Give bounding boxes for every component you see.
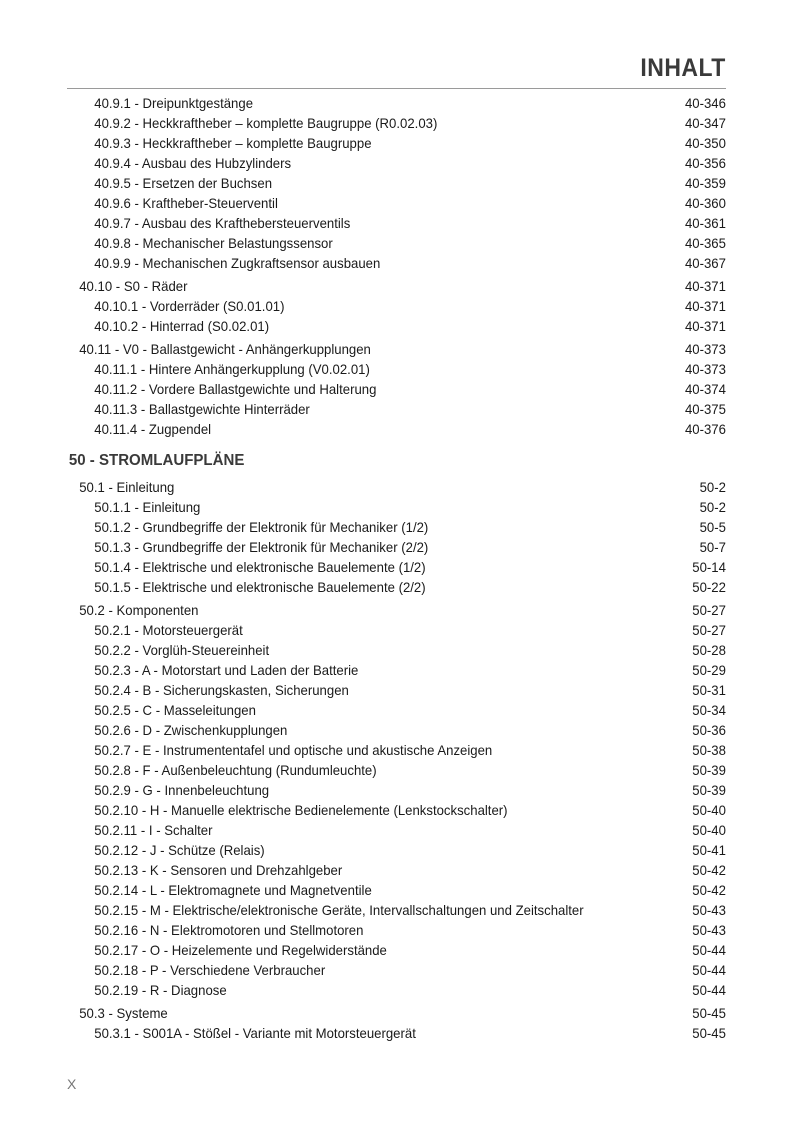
toc-entry-page: 50-43 (692, 922, 726, 938)
toc-entry-page: 50-5 (699, 519, 726, 535)
toc-entry[interactable] (67, 620, 726, 640)
toc-entry-page: 40-376 (684, 421, 726, 437)
toc-entry[interactable] (67, 276, 726, 296)
toc-entry-label: 50.3 - Systeme (79, 1005, 168, 1021)
toc-entry[interactable] (67, 497, 726, 517)
toc-entry-page: 50-43 (692, 902, 726, 918)
toc-entry-label: 50.2.19 - R - Diagnose (94, 982, 227, 998)
toc-entry-label: 50.2.7 - E - Instrumententafel und optische und akustische Anzeigen (94, 742, 493, 758)
toc-entry-label: 50.2.4 - B - Sicherungskasten, Sicherungen (94, 682, 349, 698)
toc-entry-label: 40.11.1 - Hintere Anhängerkupplung (V0.02.01) (94, 361, 370, 377)
toc-entry-label: 40.11.3 - Ballastgewichte Hinterräder (94, 401, 310, 417)
toc-entry-page: 50-44 (692, 942, 726, 958)
toc-entry-label: 50.2.8 - F - Außenbeleuchtung (Rundumleuchte) (94, 762, 377, 778)
toc-entry-page: 50-42 (692, 862, 726, 878)
toc-entry[interactable] (67, 379, 726, 399)
toc-entry[interactable] (67, 1023, 726, 1043)
toc-entry-page: 50-27 (692, 622, 726, 638)
toc-entry-label: 50.2.9 - G - Innenbeleuchtung (94, 782, 270, 798)
toc-entry[interactable] (67, 800, 726, 820)
toc-entry-label: 50.2.18 - P - Verschiedene Verbraucher (94, 962, 326, 978)
toc-entry-label: 40.9.6 - Kraftheber-Steuerventil (94, 195, 278, 211)
toc-entry-page: 40-371 (684, 278, 726, 294)
toc-entry-label: 40.9.3 - Heckkraftheber – komplette Baugruppe (94, 135, 372, 151)
toc-entry[interactable] (67, 233, 726, 253)
toc-entry[interactable] (67, 960, 726, 980)
toc-entry-label: 40.9.8 - Mechanischer Belastungssensor (94, 235, 333, 251)
toc-entry-page: 50-36 (692, 722, 726, 738)
toc-entry-page: 50-39 (692, 782, 726, 798)
toc-entry[interactable] (67, 640, 726, 660)
toc-entry-label: 50.2.12 - J - Schütze (Relais) (94, 842, 265, 858)
toc-entry[interactable] (67, 557, 726, 577)
toc-entry-label: 50.2.11 - I - Schalter (94, 822, 213, 838)
toc-entry[interactable] (67, 700, 726, 720)
toc-entry-label: 50.2.1 - Motorsteuergerät (94, 622, 243, 638)
toc-entry-label: 50.1.5 - Elektrische und elektronische Bauelemente (2/2) (94, 579, 426, 595)
page-number: X (67, 1076, 77, 1092)
toc-entry-page: 40-365 (684, 235, 726, 251)
toc-entry-page: 40-346 (684, 95, 726, 111)
toc-entry-label: 40.9.1 - Dreipunktgestänge (94, 95, 254, 111)
toc-entry-page: 50-34 (692, 702, 726, 718)
toc-entry[interactable] (67, 660, 726, 680)
toc-entry-page: 50-29 (692, 662, 726, 678)
toc-entry[interactable] (67, 900, 726, 920)
toc-entry-label: 50.1.4 - Elektrische und elektronische Bauelemente (1/2) (94, 559, 426, 575)
toc-entry[interactable] (67, 577, 726, 597)
toc-entry-label: 50.2.10 - H - Manuelle elektrische Bedienelemente (Lenkstockschalter) (94, 802, 508, 818)
toc-entry-label: 50.2.2 - Vorglüh-Steuereinheit (94, 642, 270, 658)
toc-entry-page: 40-374 (684, 381, 726, 397)
toc-entry[interactable] (67, 860, 726, 880)
toc-entry[interactable] (67, 1003, 726, 1023)
toc-entry[interactable] (67, 339, 726, 359)
toc-entry-page: 40-360 (684, 195, 726, 211)
toc-entry-label: 40.9.5 - Ersetzen der Buchsen (94, 175, 273, 191)
section-heading[interactable]: 50 - STROMLAUFPLÄNE (68, 452, 245, 469)
toc-entry-page: 50-41 (692, 842, 726, 858)
toc-entry[interactable] (67, 537, 726, 557)
toc-entry-label: 40.10.2 - Hinterrad (S0.02.01) (94, 318, 270, 334)
toc-entry-page: 50-2 (699, 499, 726, 515)
toc-entry-page: 50-27 (692, 602, 726, 618)
toc-entry[interactable] (67, 153, 726, 173)
toc-entry-page: 50-14 (692, 559, 726, 575)
toc-entry-page: 50-45 (692, 1025, 726, 1041)
toc-entry-page: 50-40 (692, 822, 726, 838)
toc-entry-page: 40-361 (684, 215, 726, 231)
toc-entry-page: 50-38 (692, 742, 726, 758)
toc-entry[interactable] (67, 173, 726, 193)
toc-entry[interactable] (67, 93, 726, 113)
toc-entry[interactable] (67, 193, 726, 213)
toc-entry-label: 40.9.2 - Heckkraftheber – komplette Baugruppe (R0.02.03) (94, 115, 438, 131)
toc-entry-label: 50.2.13 - K - Sensoren und Drehzahlgeber (94, 862, 343, 878)
toc-entry[interactable] (67, 780, 726, 800)
toc-entry-label: 40.10.1 - Vorderräder (S0.01.01) (94, 298, 285, 314)
toc-entry-label: 50.2 - Komponenten (79, 602, 199, 618)
toc-entry-page: 40-356 (684, 155, 726, 171)
toc-entry-page: 50-28 (692, 642, 726, 658)
toc-entry-page: 40-375 (684, 401, 726, 417)
toc-entry-label: 40.11 - V0 - Ballastgewicht - Anhängerkupplungen (79, 341, 371, 357)
toc-entry[interactable] (67, 680, 726, 700)
toc-entry-label: 50.2.5 - C - Masseleitungen (94, 702, 256, 718)
toc-entry-page: 40-371 (684, 318, 726, 334)
toc-entry-page: 50-2 (699, 479, 726, 495)
toc-entry-label: 50.2.14 - L - Elektromagnete und Magnetventile (94, 882, 372, 898)
toc-entry[interactable] (67, 419, 726, 439)
toc-entry-page: 40-371 (684, 298, 726, 314)
toc-entry-page: 40-373 (684, 361, 726, 377)
toc-entry[interactable] (67, 940, 726, 960)
toc-entry[interactable] (67, 600, 726, 620)
toc-entry-page: 40-359 (684, 175, 726, 191)
toc-entry[interactable] (67, 359, 726, 379)
toc-entry[interactable] (67, 316, 726, 336)
toc-entry-page: 50-39 (692, 762, 726, 778)
toc-entry[interactable] (67, 820, 726, 840)
toc-entry-label: 40.9.9 - Mechanischen Zugkraftsensor ausbauen (94, 255, 381, 271)
toc-entry-label: 40.11.2 - Vordere Ballastgewichte und Halterung (94, 381, 377, 397)
toc-entry-label: 40.9.4 - Ausbau des Hubzylinders (94, 155, 292, 171)
toc-entry[interactable] (67, 517, 726, 537)
toc-entry[interactable] (67, 760, 726, 780)
toc-entry[interactable] (67, 880, 726, 900)
toc-entry[interactable] (67, 720, 726, 740)
toc-entry-label: 50.2.16 - N - Elektromotoren und Stellmotoren (94, 922, 364, 938)
toc-entry-label: 40.10 - S0 - Räder (79, 278, 188, 294)
toc-entry-label: 40.11.4 - Zugpendel (94, 421, 212, 437)
toc-entry-page: 50-42 (692, 882, 726, 898)
toc-entry[interactable] (67, 253, 726, 273)
toc-entry-label: 50.2.15 - M - Elektrische/elektronische Geräte, Intervallschaltungen und Zeitschalter (94, 902, 584, 918)
toc-entry-page: 40-367 (684, 255, 726, 271)
toc-entry[interactable] (67, 296, 726, 316)
toc-entry[interactable] (67, 213, 726, 233)
toc-entry-label: 50.1.2 - Grundbegriffe der Elektronik für Mechaniker (1/2) (94, 519, 429, 535)
toc-entry-label: 50.1.3 - Grundbegriffe der Elektronik für Mechaniker (2/2) (94, 539, 429, 555)
toc-entry[interactable] (67, 840, 726, 860)
toc-entry-label: 50.1.1 - Einleitung (94, 499, 201, 515)
toc-entry-label: 50.1 - Einleitung (79, 479, 175, 495)
toc-entry-page: 50-7 (699, 539, 726, 555)
toc-entry[interactable] (67, 980, 726, 1000)
toc-entry[interactable] (67, 113, 726, 133)
toc-entry-label: 50.2.6 - D - Zwischenkupplungen (94, 722, 288, 738)
toc-entry-page: 50-40 (692, 802, 726, 818)
toc-entry-label: 50.2.3 - A - Motorstart und Laden der Batterie (94, 662, 359, 678)
toc-entry-page: 40-373 (684, 341, 726, 357)
toc-entry-page: 50-44 (692, 962, 726, 978)
toc-entry-label: 40.9.7 - Ausbau des Krafthebersteuerventils (94, 215, 351, 231)
toc-entry-label: 50.3.1 - S001A - Stößel - Variante mit Motorsteuergerät (94, 1025, 416, 1041)
table-of-contents (67, 93, 726, 1043)
toc-entry-page: 50-45 (692, 1005, 726, 1021)
toc-entry[interactable] (67, 920, 726, 940)
header-divider (67, 88, 726, 89)
toc-entry-page: 40-347 (684, 115, 726, 131)
toc-entry-page: 50-44 (692, 982, 726, 998)
toc-entry-page: 40-350 (684, 135, 726, 151)
toc-entry[interactable] (67, 477, 726, 497)
toc-entry[interactable] (67, 740, 726, 760)
toc-entry[interactable] (67, 399, 726, 419)
toc-entry-label: 50.2.17 - O - Heizelemente und Regelwiderstände (94, 942, 387, 958)
toc-entry-page: 50-31 (692, 682, 726, 698)
toc-entry[interactable] (67, 133, 726, 153)
page-title: INHALT (640, 54, 726, 82)
toc-entry-page: 50-22 (692, 579, 726, 595)
